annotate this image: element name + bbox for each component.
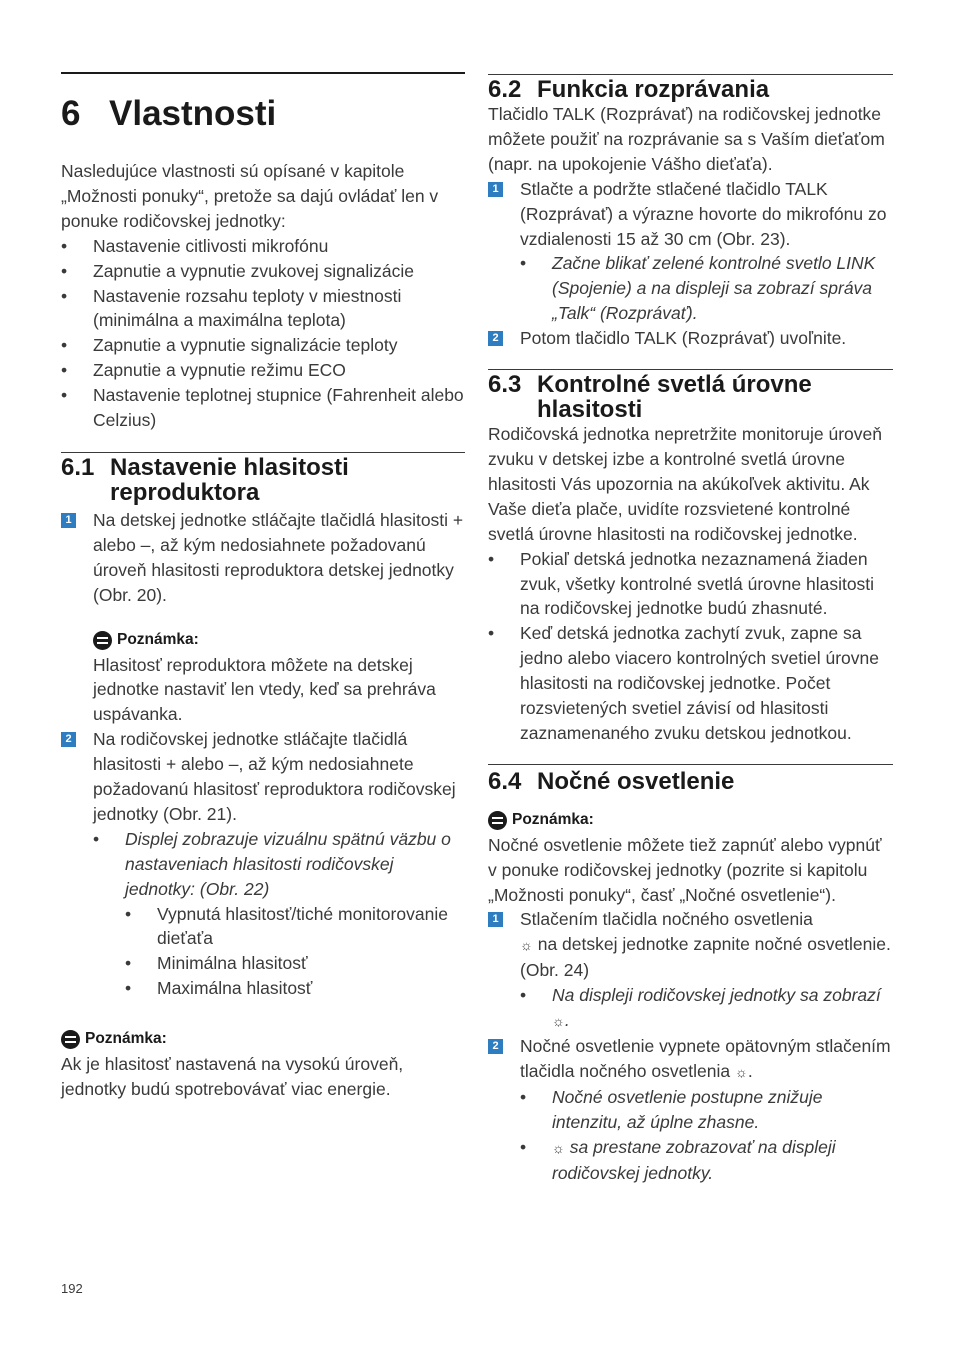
section-title-6-2: 6.2 Funkcia rozprávania bbox=[488, 76, 770, 103]
chapter-rule bbox=[61, 72, 465, 74]
step-2: 2 Potom tlačidlo TALK (Rozprávať) uvoľnite. bbox=[488, 326, 893, 351]
page-number: 192 bbox=[61, 1281, 83, 1296]
list-item: • Zapnutie a vypnutie signalizácie teploty bbox=[61, 333, 465, 358]
night-light-icon: ☼ bbox=[735, 1063, 748, 1080]
result-item: • Nočné osvetlenie postupne znižuje intenzitu, až úplne zhasne. bbox=[488, 1085, 893, 1135]
list-item: • Nastavenie teplotnej stupnice (Fahrenheit alebo Celzius) bbox=[61, 383, 465, 433]
note-box bbox=[61, 628, 465, 728]
note-box bbox=[488, 808, 893, 908]
section-text: Tlačidlo TALK (Rozprávať) na rodičovskej jednotke môžete použiť na rozprávanie sa s Vaším dieťaťom (napr. na upokojenie Vášho dieťaťa). bbox=[488, 104, 885, 174]
list-item: • Zapnutie a vypnutie režimu ECO bbox=[61, 358, 465, 383]
list-item: • Nastavenie citlivosti mikrofónu bbox=[61, 234, 465, 259]
intro-list bbox=[61, 234, 465, 433]
step-badge: 2 bbox=[488, 1039, 503, 1054]
right-column bbox=[488, 72, 893, 1185]
step-1: 1 Na detskej jednotke stláčajte tlačidlá hlasitosti + alebo –, až kým nedosiahnete požadovanú úroveň hlasitosti reproduktora detskej jednotky (Obr. 20). bbox=[61, 508, 465, 608]
left-column bbox=[61, 72, 465, 1102]
chapter-title: 6 Vlastnosti bbox=[61, 94, 277, 133]
step-badge: 1 bbox=[61, 513, 76, 528]
result-item: • Začne blikať zelené kontrolné svetlo LINK (Spojenie) a na displeji sa zobrazí správa „Talk“ (Rozprávať). bbox=[488, 251, 893, 326]
list-item: • Keď detská jednotka zachytí zvuk, zapne sa jedno alebo viacero kontrolných svetiel úrovne hlasitosti na rodičovskej jednotke. Počet rozsvietených svetiel závisí od hlasitosti zaznamenaného zvuku detskou jednotkou. bbox=[488, 621, 893, 746]
step-badge: 1 bbox=[488, 182, 503, 197]
list-item: • Maximálna hlasitosť bbox=[61, 976, 465, 1001]
note-text: Ak je hlasitosť nastavená na vysokú úroveň, jednotky budú spotrebovávať viac energie. bbox=[61, 1054, 404, 1099]
step-badge: 2 bbox=[488, 331, 503, 346]
step-1: 1 Stlačením tlačidla nočného osvetlenia ☼ na detskej jednotke zapnite nočné osvetlenie. (Obr. 24) bbox=[488, 907, 893, 983]
night-light-icon: ☼ bbox=[552, 1013, 565, 1030]
step-1: 1 Stlačte a podržte stlačené tlačidlo TALK (Rozprávať) a výrazne hovorte do mikrofónu zo vzdialenosti 15 až 30 cm (Obr. 23). bbox=[488, 177, 893, 252]
intro-text: Nasledujúce vlastnosti sú opísané v kapitole „Možnosti ponuky“, pretože sa dajú ovládať len v ponuke rodičovskej jednotky: bbox=[61, 161, 439, 231]
note-heading: Poznámka: bbox=[93, 628, 465, 653]
step-badge: 1 bbox=[488, 912, 503, 927]
step-badge: 2 bbox=[61, 732, 76, 747]
note-icon bbox=[488, 811, 507, 830]
note-heading: Poznámka: bbox=[488, 808, 893, 833]
list-item: • Pokiaľ detská jednotka nezaznamená žiaden zvuk, všetky kontrolné svetlá úrovne hlasitosti na rodičovskej jednotke budú zhasnuté. bbox=[488, 547, 893, 622]
note-box bbox=[61, 1027, 465, 1102]
result-item: • Na displeji rodičovskej jednotky sa zobrazí ☼. bbox=[488, 983, 893, 1034]
section-text: Rodičovská jednotka nepretržite monitoruje úroveň zvuku v detskej izbe a kontrolné svetlá úrovne hlasitosti Vás upozornia na akúkoľvek aktivitu. Ak Vaše dieťa plače, uvidíte rozsvietené kontrolné svetlá úrovne hlasitosti na rodičovskej jednotke. bbox=[488, 424, 882, 544]
step-2: 2 Nočné osvetlenie vypnete opätovným stlačením tlačidla nočného osvetlenia ☼. bbox=[488, 1034, 893, 1085]
note-icon bbox=[93, 631, 112, 650]
step-2: 2 Na rodičovskej jednotke stláčajte tlačidlá hlasitosti + alebo –, až kým nedosiahnete požadovanú hlasitosť reproduktora rodičovskej jednotky (Obr. 21). bbox=[61, 727, 465, 827]
section-title-6-1: 6.1 Nastavenie hlasitosti reproduktora bbox=[61, 453, 349, 506]
note-text: Nočné osvetlenie môžete tiež zapnúť alebo vypnúť v ponuke rodičovskej jednotky (pozrite si kapitolu „Možnosti ponuky“, časť „Nočné osvetlenie“). bbox=[488, 834, 882, 905]
night-light-icon: ☼ bbox=[552, 1139, 565, 1156]
note-icon bbox=[61, 1030, 80, 1049]
note-heading: Poznámka: bbox=[61, 1027, 465, 1052]
list-item: • Zapnutie a vypnutie zvukovej signalizácie bbox=[61, 259, 465, 284]
list-item: • Vypnutá hlasitosť/tiché monitorovanie dieťaťa bbox=[61, 902, 465, 952]
note-text: Hlasitosť reproduktora môžete na detskej jednotke nastaviť len vtedy, keď sa prehráva uspávanka. bbox=[93, 654, 436, 725]
section-title-6-4: 6.4 Nočné osvetlenie bbox=[488, 767, 735, 795]
section-title-6-3: 6.3 Kontrolné svetlá úrovne hlasitosti bbox=[488, 371, 812, 424]
list-item: • Nastavenie rozsahu teploty v miestnosti (minimálna a maximálna teplota) bbox=[61, 284, 465, 334]
result-item: • Displej zobrazuje vizuálnu spätnú väzbu o nastaveniach hlasitosti rodičovskej jednotky: (Obr. 22) bbox=[61, 827, 465, 902]
night-light-icon: ☼ bbox=[520, 937, 533, 954]
list-item: • Minimálna hlasitosť bbox=[61, 951, 465, 976]
result-item: • ☼ sa prestane zobrazovať na displeji rodičovskej jednotky. bbox=[488, 1135, 893, 1186]
